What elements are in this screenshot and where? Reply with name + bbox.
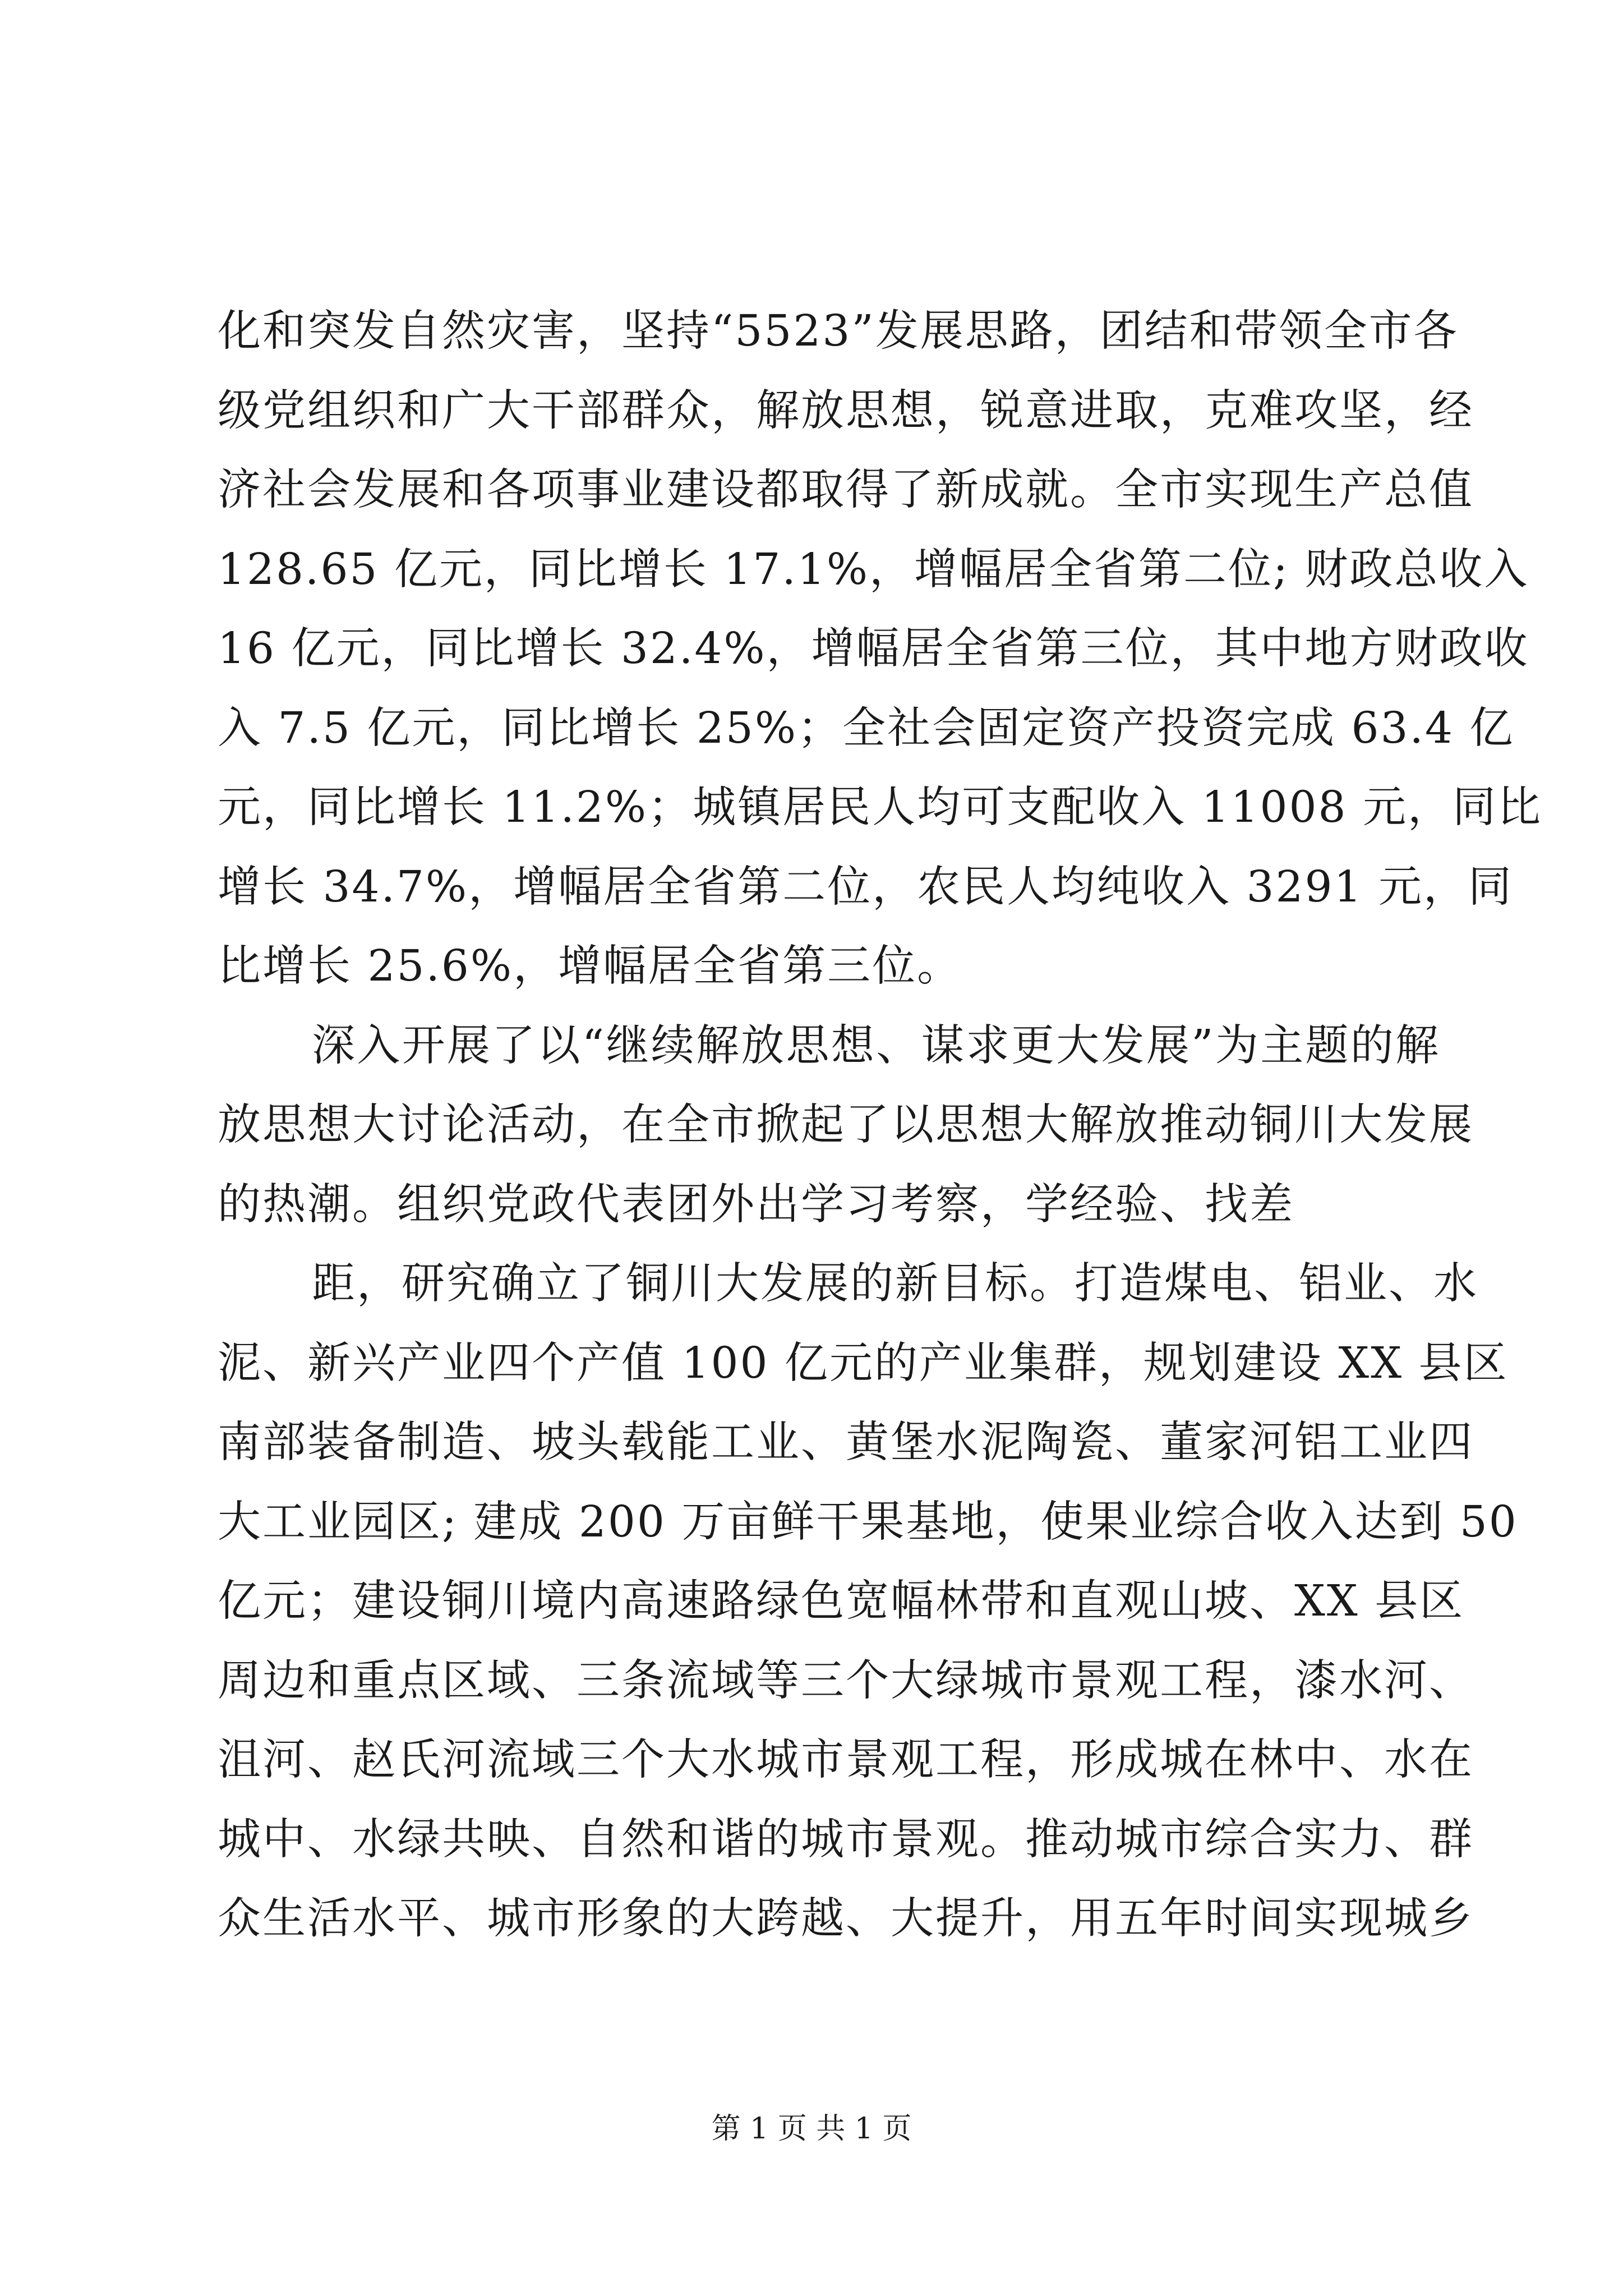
text-line: 元，同比增长 11.2%；城镇居民人均可支配收入 11008 元，同比 [218,783,1542,832]
text-line: 放思想大讨论活动，在全市掀起了以思想大解放推动铜川大发展 [218,1100,1474,1150]
text-line: 亿元；建设铜川境内高速路绿色宽幅林带和直观山坡、XX 县区 [218,1576,1465,1626]
text-line: 南部装备制造、坡头载能工业、黄堡水泥陶瓷、董家河铝工业四 [218,1418,1474,1467]
body-text [218,292,1542,1959]
text-line: 增长 34.7%，增幅居全省第二位，农民人均纯收入 3291 元，同 [218,862,1513,912]
page-footer: 第 1 页 共 1 页 [711,2112,912,2146]
text-line: 城中、水绿共映、自然和谐的城市景观。推动城市综合实力、群 [218,1814,1474,1865]
text-line: 比增长 25.6%，增幅居全省第三位。 [218,941,962,991]
text-line: 大工业园区; 建成 200 万亩鲜干果基地，使果业综合收入达到 50 [218,1497,1518,1547]
paragraph-first-line: 深入开展了以“继续解放思想、谋求更大发展”为主题的解 [312,1020,1440,1071]
text-line: 济社会发展和各项事业建设都取得了新成就。全市实现生产总值 [218,465,1474,515]
text-line: 的热潮。组织党政代表团外出学习考察，学经验、找差 [218,1179,1294,1230]
paragraph-first-line: 距，研究确立了铜川大发展的新目标。打造煤电、铝业、水 [312,1259,1478,1309]
text-line: 沮河、赵氏河流域三个大水城市景观工程，形成城在林中、水在 [218,1735,1474,1785]
text-line: 众生活水平、城市形象的大跨越、大提升，用五年时间实现城乡 [218,1894,1474,1944]
text-line: 级党组织和广大干部群众，解放思想，锐意进取，克难攻坚，经 [218,385,1474,436]
text-line: 入 7.5 亿元，同比增长 25%；全社会固定资产投资完成 63.4 亿 [218,703,1515,753]
text-line: 化和突发自然灾害，坚持“5523”发展思路，团结和带领全市各 [218,306,1459,356]
text-line: 16 亿元，同比增长 32.4%，增幅居全省第三位，其中地方财政收 [218,624,1529,674]
text-line: 泥、新兴产业四个产值 100 亿元的产业集群，规划建设 XX 县区 [218,1338,1509,1388]
text-line: 周边和重点区域、三条流域等三个大绿城市景观工程，漆水河、 [218,1655,1474,1706]
text-line: 128.65 亿元，同比增长 17.1%，增幅居全省第二位; 财政总收入 [218,544,1529,595]
